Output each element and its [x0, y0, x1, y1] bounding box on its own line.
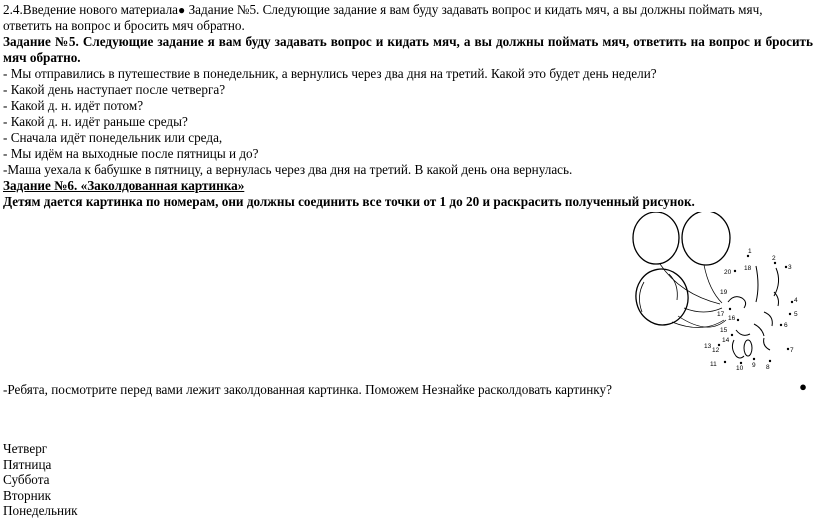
question-3: - Какой д. н. идёт потом? [3, 98, 144, 113]
puzzle-number: 10 [736, 365, 744, 372]
puzzle-number: 16 [728, 315, 736, 322]
puzzle-number: 20 [724, 269, 732, 276]
task6-description: Детям дается картинка по номерам, они должны соединить все точки от 1 до 20 и раскрасить полученный рисунок. [3, 194, 695, 209]
day-option: Суббота [3, 472, 50, 487]
task6-question: -Ребята, посмотрите перед вами лежит заколдованная картинка. Поможем Незнайке расколдовать картинку? [3, 382, 612, 397]
puzzle-number: 6 [784, 322, 788, 329]
day-option: Четверг [3, 441, 48, 456]
question-2: - Какой день наступает после четверга? [3, 82, 226, 97]
puzzle-number: 13 [704, 343, 712, 350]
day-option: Пятница [3, 457, 52, 472]
puzzle-number: 7 [790, 347, 794, 354]
puzzle-number: 3 [788, 264, 792, 271]
task5-text-part2: ответить на вопрос и бросить мяч обратно. [3, 18, 245, 33]
puzzle-number: 17 [717, 311, 725, 318]
puzzle-number: 8 [766, 364, 770, 371]
puzzle-number: 2 [772, 255, 776, 262]
task5-bold-paragraph: Задание №5. Следующие задание я вам буду задавать вопрос и кидать мяч, а вы должны поймать мяч, ответить на вопрос и бросить мяч обратно. [3, 34, 813, 65]
puzzle-number: 12 [712, 347, 720, 354]
puzzle-number: 14 [722, 337, 730, 344]
puzzle-number: 18 [744, 265, 752, 272]
intro-line-1 [3, 2, 763, 18]
puzzle-number: 19 [720, 289, 728, 296]
bullet-icon: ● [178, 3, 186, 17]
puzzle-number: 11 [710, 361, 717, 368]
dot-to-dot-picture [624, 212, 810, 380]
task6-heading: Задание №6. «Заколдованная картинка» [3, 178, 245, 193]
task5-text-part1: Задание №5. Следующие задание я вам буду задавать вопрос и кидать мяч, а вы должны поймать мяч, [185, 2, 763, 17]
balloon-icon [632, 212, 730, 329]
day-option: Понедельник [3, 503, 78, 518]
question-4: - Какой д. н. идёт раньше среды? [3, 114, 188, 129]
puzzle-number: 9 [752, 362, 756, 369]
puzzle-number: 4 [794, 297, 798, 304]
question-1: - Мы отправились в путешествие в понедельник, а вернулись через два дня на третий. Какой это будет день недели? [3, 66, 657, 81]
question-6: - Мы идём на выходные после пятницы и до? [3, 146, 259, 161]
day-option: Вторник [3, 488, 52, 503]
puzzle-number: 5 [794, 311, 798, 318]
puzzle-number: 15 [720, 327, 728, 334]
question-5: - Сначала идёт понедельник или среда, [3, 130, 223, 145]
question-7: -Маша уехала к бабушке в пятницу, а вернулась через два дня на третий. В какой день она вернулась. [3, 162, 573, 177]
bullet-icon: ● [799, 379, 807, 394]
puzzle-number: 1 [748, 248, 752, 255]
section-heading: 2.4.Введение нового материала [3, 2, 179, 17]
